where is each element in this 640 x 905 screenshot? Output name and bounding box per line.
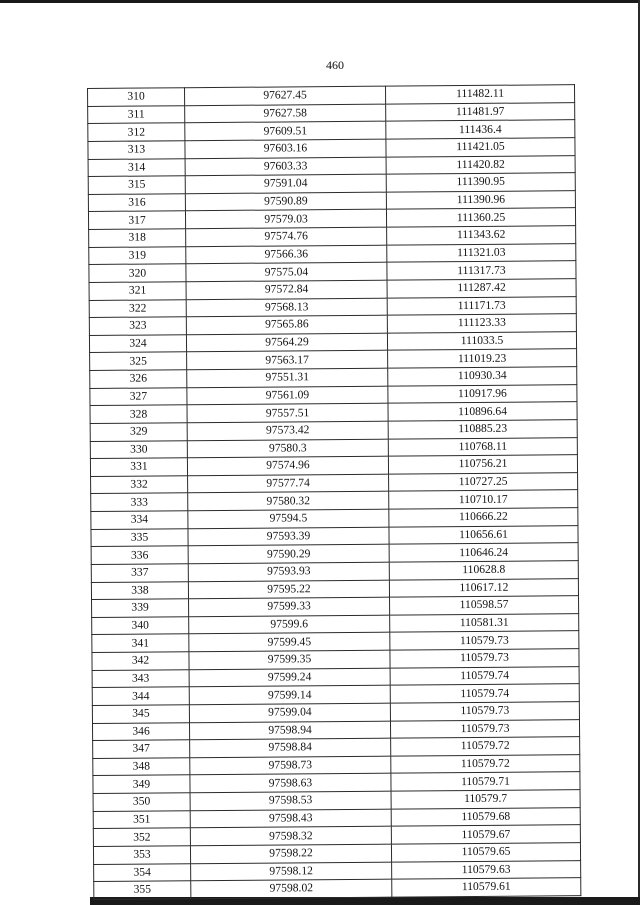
point-index-cell: 349 (93, 775, 190, 793)
x-coordinate-cell: 97590.89 (185, 192, 386, 211)
x-coordinate-cell: 97598.22 (190, 844, 391, 863)
y-coordinate-cell: 111343.62 (387, 226, 576, 245)
x-coordinate-cell: 97590.29 (188, 544, 389, 563)
y-coordinate-cell: 111317.73 (387, 261, 576, 280)
y-coordinate-cell: 111321.03 (387, 243, 576, 262)
y-coordinate-cell: 110666.22 (389, 508, 578, 527)
point-index-cell: 343 (92, 669, 189, 687)
y-coordinate-cell: 110710.17 (389, 490, 578, 509)
y-coordinate-cell: 110579.71 (391, 772, 580, 791)
y-coordinate-cell: 111287.42 (387, 279, 576, 298)
point-index-cell: 339 (92, 599, 189, 617)
coordinate-table-wrapper (87, 84, 581, 900)
y-coordinate-cell: 111436.4 (386, 120, 575, 139)
x-coordinate-cell: 97593.93 (188, 562, 389, 581)
point-index-cell: 322 (89, 299, 186, 317)
y-coordinate-cell: 111123.33 (387, 314, 576, 333)
x-coordinate-cell: 97580.32 (188, 492, 389, 511)
point-index-cell: 346 (92, 722, 189, 740)
coordinate-table (87, 84, 581, 900)
y-coordinate-cell: 110579.65 (391, 843, 580, 862)
y-coordinate-cell: 110579.73 (390, 649, 579, 668)
point-index-cell: 350 (93, 793, 190, 811)
x-coordinate-cell: 97591.04 (185, 174, 386, 193)
y-coordinate-cell: 110579.73 (390, 631, 579, 650)
point-index-cell: 310 (88, 88, 185, 106)
point-index-cell: 317 (88, 211, 185, 229)
point-index-cell: 341 (92, 634, 189, 652)
x-coordinate-cell: 97599.45 (189, 633, 390, 652)
y-coordinate-cell: 110579.63 (392, 860, 581, 879)
y-coordinate-cell: 111360.25 (386, 208, 575, 227)
x-coordinate-cell: 97598.43 (190, 809, 391, 828)
point-index-cell: 347 (93, 740, 190, 758)
x-coordinate-cell: 97593.39 (188, 527, 389, 546)
point-index-cell: 320 (89, 264, 186, 282)
y-coordinate-cell: 111033.5 (387, 331, 576, 350)
point-index-cell: 334 (91, 511, 188, 529)
x-coordinate-cell: 97557.51 (187, 403, 388, 422)
point-index-cell: 318 (89, 229, 186, 247)
x-coordinate-cell: 97599.6 (189, 615, 390, 634)
point-index-cell: 323 (89, 317, 186, 335)
y-coordinate-cell: 110628.8 (389, 561, 578, 580)
y-coordinate-cell: 111019.23 (388, 349, 577, 368)
point-index-cell: 344 (92, 687, 189, 705)
point-index-cell: 355 (94, 881, 191, 899)
x-coordinate-cell: 97599.35 (189, 650, 390, 669)
y-coordinate-cell: 110579.61 (392, 878, 581, 897)
point-index-cell: 316 (88, 193, 185, 211)
x-coordinate-cell: 97598.84 (190, 738, 391, 757)
point-index-cell: 325 (90, 352, 187, 370)
x-coordinate-cell: 97563.17 (187, 351, 388, 370)
y-coordinate-cell: 110579.74 (390, 684, 579, 703)
y-coordinate-cell: 110646.24 (389, 543, 578, 562)
x-coordinate-cell: 97598.32 (190, 826, 391, 845)
point-index-cell: 332 (91, 475, 188, 493)
y-coordinate-cell: 110581.31 (390, 613, 579, 632)
point-index-cell: 351 (93, 810, 190, 828)
y-coordinate-cell: 110930.34 (388, 367, 577, 386)
y-coordinate-cell: 110756.21 (388, 455, 577, 474)
x-coordinate-cell: 97598.12 (191, 862, 392, 881)
point-index-cell: 354 (94, 863, 191, 881)
x-coordinate-cell: 97603.16 (185, 139, 386, 158)
x-coordinate-cell: 97598.63 (190, 774, 391, 793)
x-coordinate-cell: 97577.74 (188, 474, 389, 493)
scan-top-edge (0, 0, 640, 3)
y-coordinate-cell: 110727.25 (389, 472, 578, 491)
point-index-cell: 326 (90, 370, 187, 388)
y-coordinate-cell: 110896.64 (388, 402, 577, 421)
x-coordinate-cell: 97599.14 (189, 685, 390, 704)
point-index-cell: 324 (89, 334, 186, 352)
y-coordinate-cell: 111420.82 (386, 155, 575, 174)
x-coordinate-cell: 97627.45 (185, 86, 386, 105)
x-coordinate-cell: 97561.09 (187, 386, 388, 405)
page-number: 460 (326, 58, 344, 72)
x-coordinate-cell: 97573.42 (187, 421, 388, 440)
point-index-cell: 312 (88, 123, 185, 141)
y-coordinate-cell: 110885.23 (388, 420, 577, 439)
x-coordinate-cell: 97599.04 (189, 703, 390, 722)
x-coordinate-cell: 97579.03 (185, 210, 386, 229)
x-coordinate-cell: 97564.29 (186, 333, 387, 352)
x-coordinate-cell: 97566.36 (186, 245, 387, 264)
point-index-cell: 314 (88, 158, 185, 176)
x-coordinate-cell: 97565.86 (186, 315, 387, 334)
point-index-cell: 338 (91, 581, 188, 599)
y-coordinate-cell: 111481.97 (386, 102, 575, 121)
y-coordinate-cell: 110579.73 (390, 702, 579, 721)
x-coordinate-cell: 97568.13 (186, 298, 387, 317)
x-coordinate-cell: 97598.53 (190, 791, 391, 810)
y-coordinate-cell: 110579.73 (390, 719, 579, 738)
x-coordinate-cell: 97572.84 (186, 280, 387, 299)
y-coordinate-cell: 110579.7 (391, 790, 580, 809)
point-index-cell: 321 (89, 282, 186, 300)
point-index-cell: 329 (90, 423, 187, 441)
coordinate-table-body (88, 85, 581, 900)
x-coordinate-cell: 97598.94 (189, 721, 390, 740)
y-coordinate-cell: 110579.68 (391, 807, 580, 826)
point-index-cell: 331 (90, 458, 187, 476)
point-index-cell: 333 (91, 493, 188, 511)
y-coordinate-cell: 111421.05 (386, 138, 575, 157)
x-coordinate-cell: 97595.22 (188, 580, 389, 599)
point-index-cell: 342 (92, 652, 189, 670)
y-coordinate-cell: 110917.96 (388, 384, 577, 403)
y-coordinate-cell: 111482.11 (385, 85, 574, 104)
x-coordinate-cell: 97598.02 (191, 879, 392, 898)
x-coordinate-cell: 97599.24 (189, 668, 390, 687)
y-coordinate-cell: 110656.61 (389, 525, 578, 544)
point-index-cell: 330 (90, 440, 187, 458)
point-index-cell: 352 (93, 828, 190, 846)
x-coordinate-cell: 97598.73 (190, 756, 391, 775)
y-coordinate-cell: 111390.95 (386, 173, 575, 192)
point-index-cell: 340 (92, 616, 189, 634)
y-coordinate-cell: 110579.72 (391, 754, 580, 773)
point-index-cell: 336 (91, 546, 188, 564)
x-coordinate-cell: 97594.5 (188, 509, 389, 528)
x-coordinate-cell: 97551.31 (187, 368, 388, 387)
x-coordinate-cell: 97599.33 (189, 597, 390, 616)
y-coordinate-cell: 110579.74 (390, 666, 579, 685)
x-coordinate-cell: 97575.04 (186, 262, 387, 281)
y-coordinate-cell: 111171.73 (387, 296, 576, 315)
y-coordinate-cell: 110579.72 (391, 737, 580, 756)
point-index-cell: 328 (90, 405, 187, 423)
x-coordinate-cell: 97574.96 (187, 456, 388, 475)
y-coordinate-cell: 110579.67 (391, 825, 580, 844)
y-coordinate-cell: 110768.11 (388, 437, 577, 456)
table-row (94, 878, 581, 899)
point-index-cell: 337 (91, 564, 188, 582)
y-coordinate-cell: 110598.57 (390, 596, 579, 615)
x-coordinate-cell: 97580.3 (187, 439, 388, 458)
point-index-cell: 315 (88, 176, 185, 194)
x-coordinate-cell: 97627.58 (185, 104, 386, 123)
point-index-cell: 348 (93, 757, 190, 775)
point-index-cell: 353 (93, 846, 190, 864)
x-coordinate-cell: 97574.76 (186, 227, 387, 246)
point-index-cell: 311 (88, 105, 185, 123)
y-coordinate-cell: 110617.12 (389, 578, 578, 597)
point-index-cell: 345 (92, 705, 189, 723)
y-coordinate-cell: 111390.96 (386, 190, 575, 209)
point-index-cell: 313 (88, 141, 185, 159)
x-coordinate-cell: 97609.51 (185, 121, 386, 140)
point-index-cell: 335 (91, 528, 188, 546)
x-coordinate-cell: 97603.33 (185, 157, 386, 176)
point-index-cell: 319 (89, 246, 186, 264)
point-index-cell: 327 (90, 387, 187, 405)
